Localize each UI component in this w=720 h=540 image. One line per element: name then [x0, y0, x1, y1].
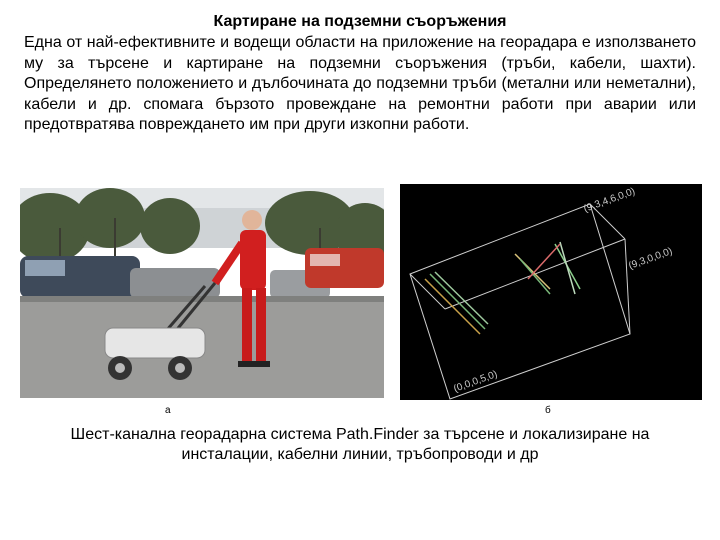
- caption-line-2: инсталации, кабелни линии, тръбопроводи и др: [181, 446, 539, 463]
- coord-mid-label: (9,3,0,0,0): [627, 245, 674, 272]
- figure-label-a: а: [165, 405, 171, 416]
- photo-illustration: [20, 188, 384, 398]
- gpr-operator-photo: [20, 188, 384, 398]
- coord-top-label: (9,3,4,6,0,0): [582, 186, 637, 215]
- render-illustration: [400, 184, 702, 400]
- figure-label-b: б: [545, 405, 551, 416]
- figure-caption: [0, 425, 720, 465]
- caption-line-1: Шест-канална георадарна система Path.Finder за търсене и локализиране на: [70, 426, 650, 443]
- slide-title: Картиране на подземни съоръжения: [213, 13, 507, 30]
- slide-body-text: Една от най-ефективните и водещи области на приложение на георадара е използването му за търсене и картиране на подземни съоръжения (тръби, кабели, шахти). Определянето положението и дълбочината до подземни тръби (метални или неметални), кабели и др. спомага бързото провеждане на ремонтни работи при аварии или предотвратява повреждането им при други изкопни работи.: [24, 34, 696, 134]
- 3d-pipe-map-render: [400, 184, 702, 400]
- coord-bottom-label: (0,0,0,5,0): [452, 368, 499, 395]
